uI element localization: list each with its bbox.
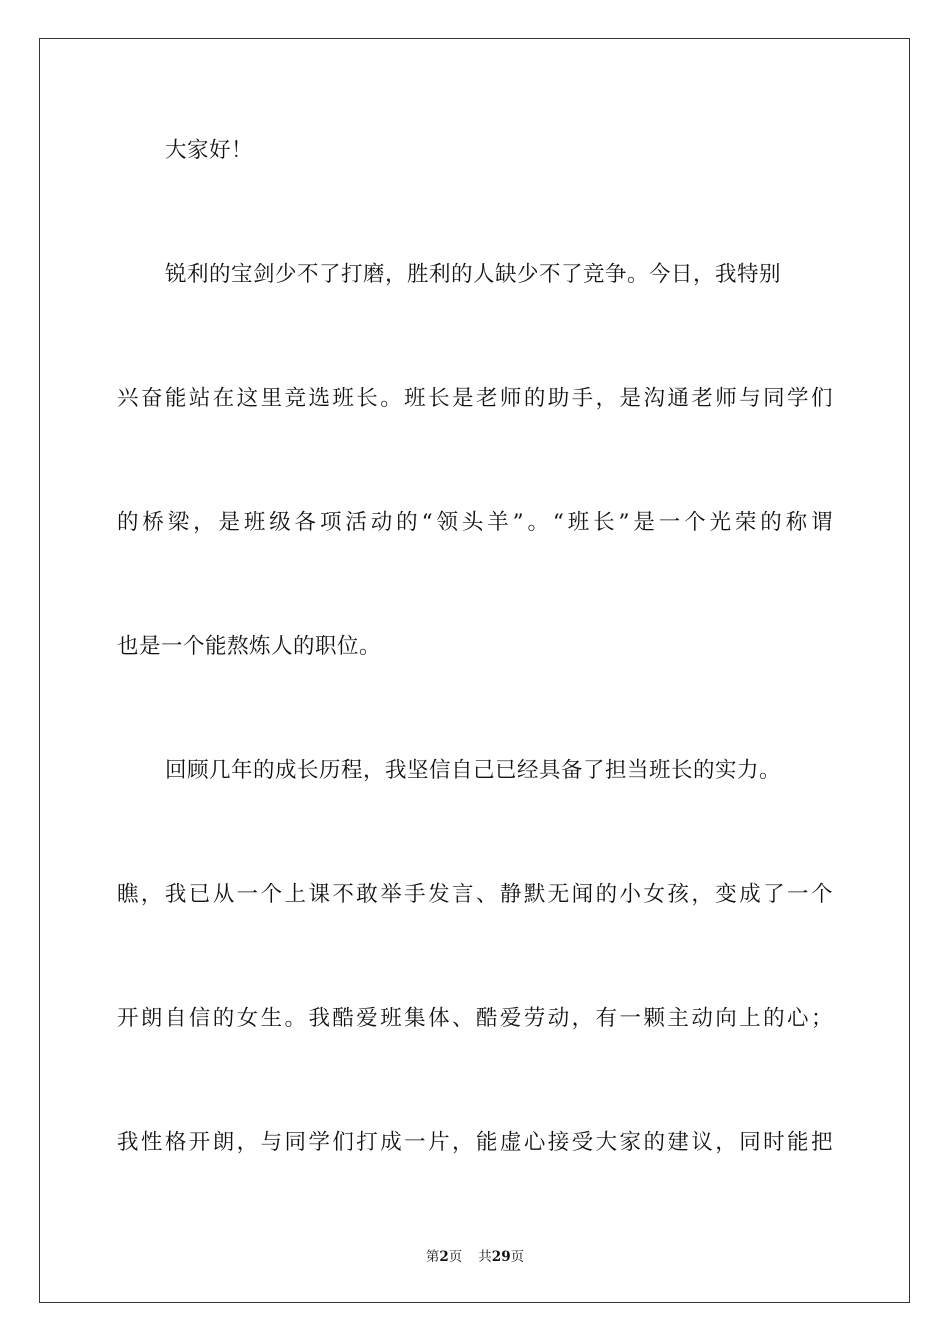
paragraph-1-line-1: 锐利的宝剑少不了打磨，胜利的人缺少不了竞争。今日，我特别 [165, 262, 782, 287]
footer-page-prefix: 第 [425, 1249, 440, 1265]
paragraph-1-line-3: 的桥梁，是班级各项活动的“领头羊”。“班长”是一个光荣的称谓 [117, 510, 833, 535]
footer-total-pages: 29 [491, 1249, 511, 1265]
footer-total-prefix: 共 [478, 1249, 492, 1265]
paragraph-1-line-4: 也是一个能熬炼人的职位。 [117, 634, 382, 659]
paragraph-2-line-4: 我性格开朗，与同学们打成一片，能虚心接受大家的建议，同时能把 [117, 1130, 833, 1155]
footer-page-number: 2 [439, 1249, 449, 1265]
page-border [39, 38, 910, 1303]
paragraph-2-line-2: 瞧，我已从一个上课不敢举手发言、静默无闻的小女孩，变成了一个 [117, 882, 833, 907]
paragraph-1-line-2: 兴奋能站在这里竞选班长。班长是老师的助手，是沟通老师与同学们 [117, 386, 833, 411]
greeting-line: 大家好！ [165, 138, 254, 163]
paragraph-2-line-3: 开朗自信的女生。我酷爱班集体、酷爱劳动，有一颗主动向上的心； [117, 1006, 833, 1031]
footer-page-suffix: 页 [448, 1249, 463, 1265]
page-footer [0, 1247, 950, 1267]
paragraph-2-line-1: 回顾几年的成长历程，我坚信自己已经具备了担当班长的实力。 [165, 758, 782, 783]
footer-total-suffix: 页 [510, 1249, 525, 1265]
